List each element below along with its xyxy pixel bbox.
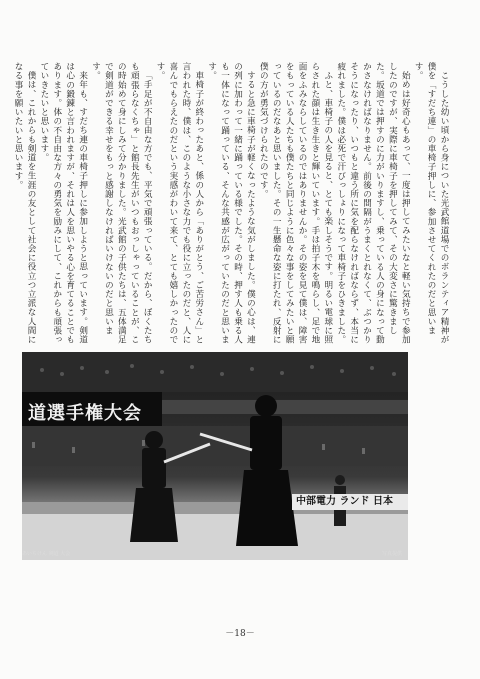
paragraph: すると急に車椅子が軽くなったような気がしました。僕の心は、連の列に加わって一緒に踊っている様でした。その時、押す人も乗る人も一体になって踊っている、そんな共感が広がっていたのだと思います。 xyxy=(206,62,256,345)
banner-text: 道選手権大会 xyxy=(28,403,142,424)
paragraph: 「手足が不自由な方でも、平気で頑張っている。だから、ぼくたちも頑張らなくちゃ」と館長先生がいつもおっしゃっていることが、この時始めて身にしみて分かりました。光武館の子供たちは、五体満足で剣道ができる幸せをもっと感謝しなければいけないのだと思います。 xyxy=(90,62,153,345)
paragraph: 始めは好奇心もあって、一度は押してみたいなと軽い気持ちで参加したのですが、実際に車椅子を押してみて、その大変さに驚きました。坂道では押すのに力がいりますし、乗っている人の身になって動かさなければなりません。前後の間隔がうまくとれなくて、ぶつかりそうになったり、いつもと違う所に気を配らなければならず、本当に疲れました。僕は必死で汗びっしょりになって車椅子をひきました。 xyxy=(335,62,411,345)
page-number: －18－ xyxy=(225,629,255,639)
photo-caption: あいちけん 剣道 大会 xyxy=(22,551,71,557)
photo-illustration xyxy=(22,352,408,560)
kendo-match-photo xyxy=(22,352,408,560)
photo-credit: 写真提供 xyxy=(381,551,402,557)
sponsor-board: 中部電力 ランド 日本 xyxy=(292,494,408,510)
paragraph: 来年も、すだち連の車椅子押しに参加しようと思っています。剣道は心の鍛錬と言われますが、それは人を思いやる心を育てることでもあります。体の不自由な方々の勇気を励みにして、これからも頑張っていきたいと思います。 xyxy=(38,62,88,345)
paragraph: 車椅子が終わったあと、係の人から「ありがとう、ご苦労さん」と言われた時、僕は、このような小さな力でも役に立ったのだと、人に喜んでもらえたのだという実感がわいて来て、とても嬉しかったのです。 xyxy=(155,62,204,345)
essay-text xyxy=(13,62,450,346)
paragraph: 僕は、これからも剣道を生涯の友として社会に役立つ立派な人間になる事を願いたいと思います。 xyxy=(13,62,36,344)
paragraph: ふと、車椅子の人を見ると、とても楽しそうです。明るい電球に照らされた顔は生き生きと輝いています。手は拍子木を鳴らし、足で地面をふみならしているのではありませんか。その姿を見て僕は、障害をもっている人たちも僕たちと同じように色々な事をしてみたいと願っているのだなあと思いました。その一生懸命な姿に打たれ、反射に僕の方が勇気づけられたのです。 xyxy=(258,62,333,345)
paragraph: こうした幼い頃から身についた光武館道場でのボランティア精神が僕を「すだち連」の車椅子押しに、参加させてくれたのだと思います。 xyxy=(413,62,449,344)
